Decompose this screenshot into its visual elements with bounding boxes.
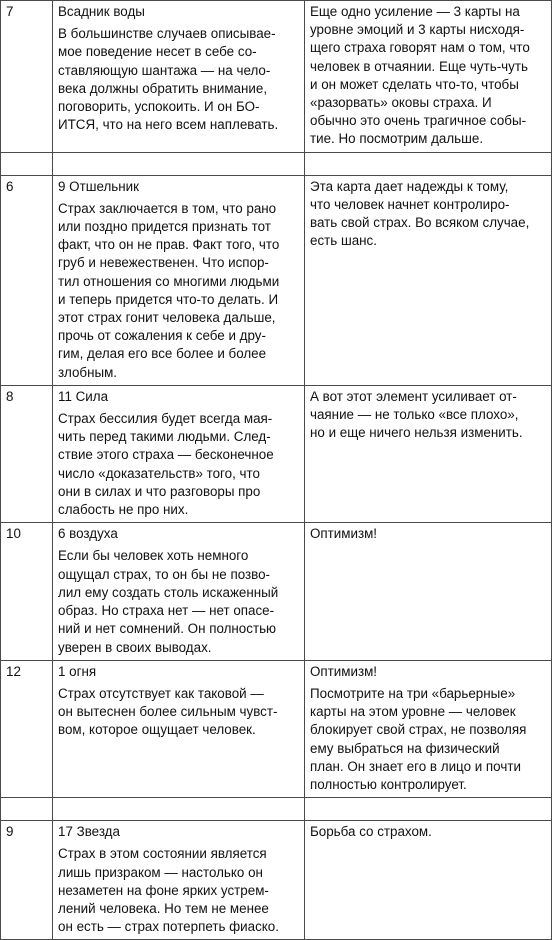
table-row <box>1 175 552 385</box>
card-name: 6 воздуха <box>58 526 118 542</box>
comment-cell <box>305 821 552 940</box>
spacer-cell <box>1 798 53 821</box>
card-name: 17 Звезда <box>58 824 120 840</box>
card-name: 9 Отшельник <box>58 178 139 194</box>
comment-paragraph: Посмотрите на три «барьерные» карты на этом уровне — человек блокирует свой страх, не позволяя ему выбраться на физический план. Он знает его в лицо и почти полностью контролирует. <box>310 685 527 792</box>
card-name: Всадник воды <box>58 4 145 19</box>
card-cell <box>53 523 305 660</box>
position-number: 10 <box>1 523 53 660</box>
spacer-cell <box>53 798 305 821</box>
comment-paragraph: Оптимизм! <box>310 663 378 679</box>
comment-cell <box>305 523 552 660</box>
comment-paragraph: А вот этот элемент усиливает от- чаяние — не только «все плохо», но и еще ничего нельзя изменить. <box>310 388 523 441</box>
position-number: 7 <box>1 1 53 153</box>
comment-paragraph: Оптимизм! <box>310 526 378 542</box>
comment-paragraph: Борьба со страхом. <box>310 824 432 840</box>
comment-cell <box>305 1 552 153</box>
card-description: Страх заключается в том, что рано или поздно придется признать тот факт, что он не прав. Факт того, что груб и невежественен. Что испор- тил отношения со многими людьми и теперь придется что-то делать. И этот страх гонит человека дальше, прочь от сожаления к себе и дру- гим, делая его все более и более злобным. <box>58 200 280 380</box>
card-description: Страх в этом состоянии является лишь призраком — настолько он незаметен на фоне ярких устрем- лений человека. Но тем не менее он есть — страх потерпеть фиаско. <box>58 846 279 935</box>
card-cell <box>53 821 305 940</box>
card-cell <box>53 385 305 522</box>
table-row <box>1 523 552 660</box>
card-name: 11 Сила <box>58 388 109 404</box>
card-description: Если бы человек хоть немного ощущал страх, то он бы не позво- лил ему создать столь искаженный образ. Но страха нет — нет опасе- ний и нет сомнений. Он полностью уверен в своих выводах. <box>58 548 279 655</box>
card-cell <box>53 175 305 385</box>
spacer-cell <box>1 152 53 175</box>
spacer-cell <box>305 152 552 175</box>
card-table-body <box>1 1 552 940</box>
spacer-row <box>1 152 552 175</box>
position-number: 6 <box>1 175 53 385</box>
card-cell <box>53 660 305 797</box>
card-cell <box>53 1 305 153</box>
comment-cell <box>305 385 552 522</box>
position-number: 12 <box>1 660 53 797</box>
table-row <box>1 1 552 153</box>
table-row <box>1 385 552 522</box>
position-number: 8 <box>1 385 53 522</box>
card-description: В большинстве случаев описывае- мое поведение несет в себе со- ставляющую шантажа — на чело- века должны обратить внимание, поговорить, успокоить. И он БО- ИТСЯ, что на него всем наплевать. <box>58 26 279 133</box>
card-description: Страх бессилия будет всегда мая- чить перед такими людьми. След- ствие этого страха — бесконечное число «доказательств» того, что они в силах и что разговоры про слабость не про них. <box>58 411 274 518</box>
table-row <box>1 660 552 797</box>
comment-cell <box>305 660 552 797</box>
position-number: 9 <box>1 821 53 940</box>
spacer-cell <box>305 798 552 821</box>
comment-paragraph: Еще одно усиление — 3 карты на уровне эмоций и 3 карты нисходя- щего страха говорят нам о том, что человек в отчаянии. Еще чуть-чуть и он может сделать что-то, чтобы «разорвать» оковы страха. И обычно это очень трагичное собы- тие. Но посмотрим дальше. <box>310 4 530 147</box>
comment-cell <box>305 175 552 385</box>
card-description: Страх отсутствует как таковой — он вытеснен более сильным чувст- вом, которое ощущает человек. <box>58 685 278 738</box>
comment-paragraph: Эта карта дает надежды к тому, что человек начнет контролиро- вать свой страх. Во всяком случае, есть шанс. <box>310 178 530 249</box>
card-name: 1 огня <box>58 663 97 679</box>
spacer-cell <box>53 152 305 175</box>
table-row <box>1 821 552 940</box>
spacer-row <box>1 798 552 821</box>
